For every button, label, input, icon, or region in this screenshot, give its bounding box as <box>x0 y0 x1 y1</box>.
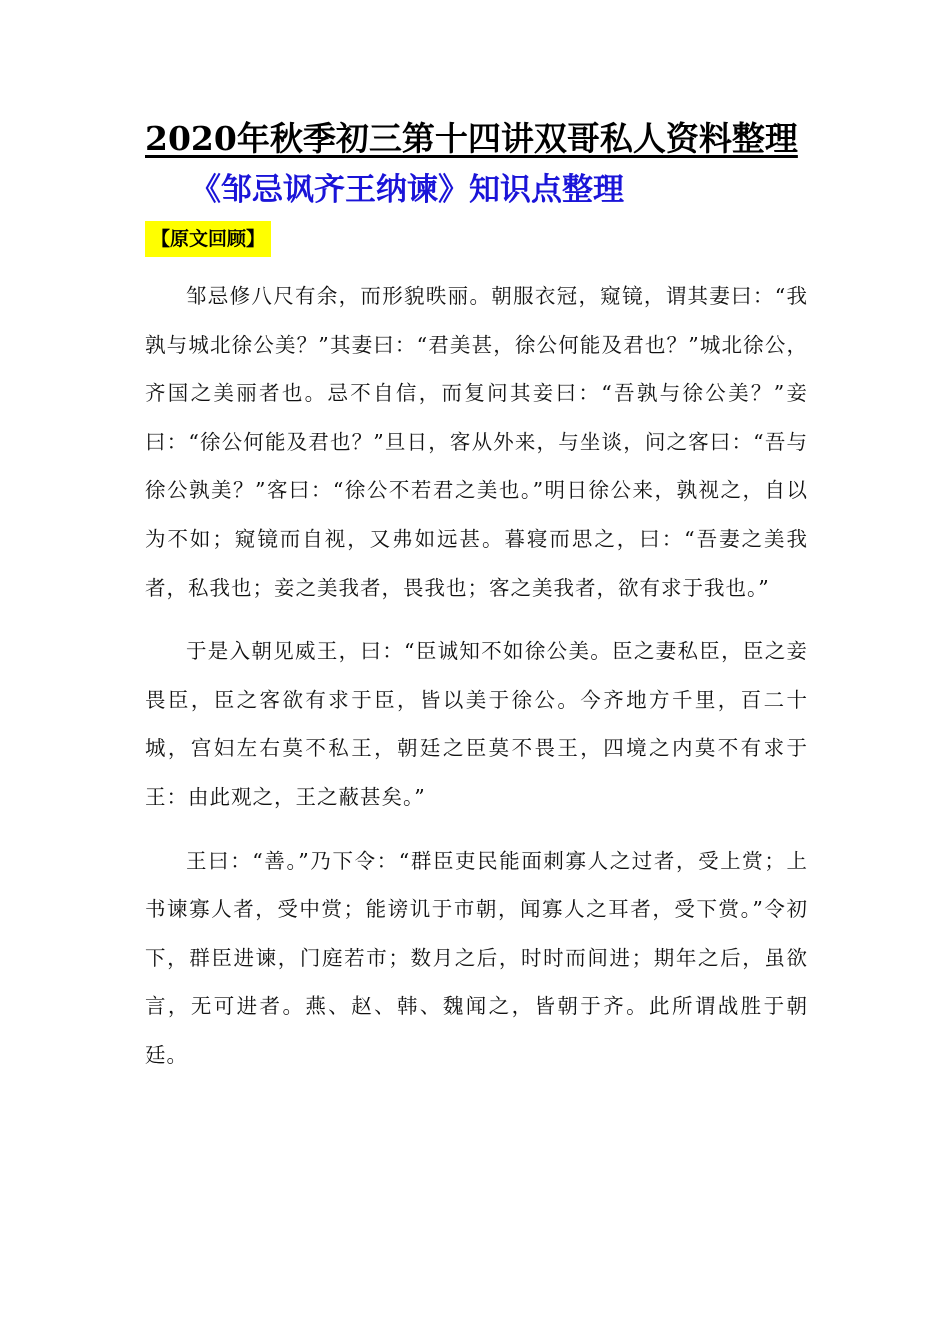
paragraph-2: 于是入朝见威王，曰：“臣诚知不如徐公美。臣之妻私臣，臣之妾畏臣，臣之客欲有求于臣，皆以美于徐公。今齐地方千里，百二十城，宫妇左右莫不私王，朝廷之臣莫不畏王，四境之内莫不有求于王：由此观之，王之蔽甚矣。” <box>145 639 808 809</box>
original-text-body <box>145 272 808 1095</box>
document-title: 2020年秋季初三第十四讲双哥私人资料整理 <box>145 119 798 158</box>
paragraph-1: 邹忌修八尺有余，而形貌昳丽。朝服衣冠，窥镜，谓其妻曰：“我孰与城北徐公美？”其妻曰：“君美甚，徐公何能及君也？”城北徐公，齐国之美丽者也。忌不自信，而复问其妾曰：“吾孰与徐公美？”妾曰：“徐公何能及君也？”旦日，客从外来，与坐谈，问之客曰：“吾与徐公孰美？”客曰：“徐公不若君之美也。”明日徐公来，孰视之，自以为不如；窥镜而自视，又弗如远甚。暮寝而思之，曰：“吾妻之美我者，私我也；妾之美我者，畏我也；客之美我者，欲有求于我也。” <box>145 284 808 600</box>
paragraph-3: 王曰：“善。”乃下令：“群臣吏民能面刺寡人之过者，受上赏；上书谏寡人者，受中赏；能谤讥于市朝，闻寡人之耳者，受下赏。”令初下，群臣进谏，门庭若市；数月之后，时时而间进；期年之后，虽欲言，无可进者。燕、赵、韩、魏闻之，皆朝于齐。此所谓战胜于朝廷。 <box>145 848 808 1067</box>
section-label-original-text: 【原文回顾】 <box>145 221 271 257</box>
document-subtitle: 《邹忌讽齐王纳谏》知识点整理 <box>190 172 624 208</box>
